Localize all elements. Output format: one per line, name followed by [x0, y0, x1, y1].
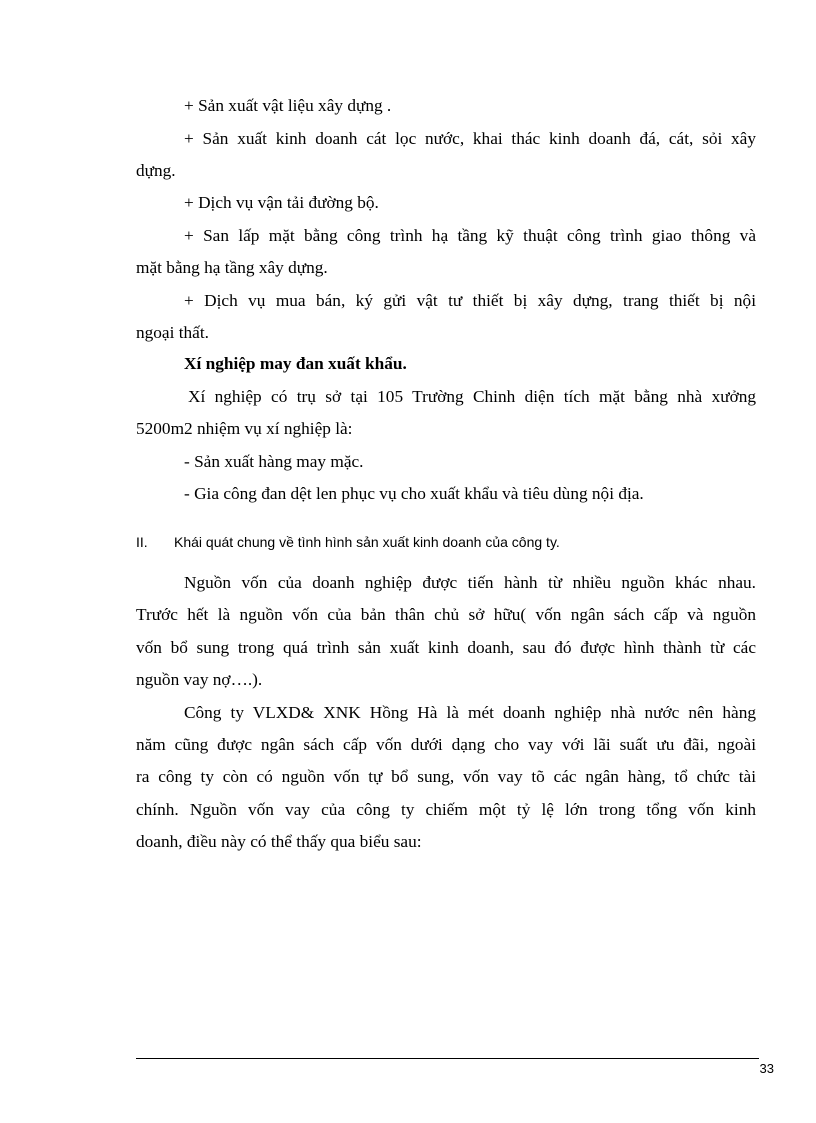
list-item: - Sản xuất hàng may mặc. [184, 452, 364, 471]
paragraph-line: Trước hết là nguồn vốn của bản thân chủ sở hữu( vốn ngân sách cấp và nguồn [136, 605, 756, 624]
bullet-item: + Sản xuất vật liệu xây dựng . [184, 96, 392, 115]
paragraph-line: vốn bổ sung trong quá trình sản xuất kinh doanh, sau đó được hình thành từ các [136, 638, 756, 657]
paragraph-line: Xí nghiệp có trụ sở tại 105 Trường Chinh diện tích mặt bằng nhà xưởng [188, 387, 756, 406]
paragraph-line: doanh, điều này có thể thấy qua biểu sau: [136, 832, 422, 851]
paragraph-line: nguồn vay nợ….). [136, 670, 263, 689]
list-item: - Gia công đan dệt len phục vụ cho xuất khẩu và tiêu dùng nội địa. [184, 484, 644, 503]
bullet-item: + Dịch vụ vận tải đường bộ. [184, 193, 379, 212]
bullet-item: + Dịch vụ mua bán, ký gửi vật tư thiết bị xây dựng, trang thiết bị nội [184, 291, 756, 310]
bullet-item-continuation: dựng. [136, 161, 176, 180]
page-number: 33 [759, 1061, 774, 1076]
section-title: Khái quát chung về tình hình sản xuất kinh doanh của công ty. [174, 534, 560, 550]
bullet-item-continuation: mặt bằng hạ tầng xây dựng. [136, 258, 328, 277]
paragraph-line: Nguồn vốn của doanh nghiệp được tiến hành từ nhiều nguồn khác nhau. [184, 573, 756, 592]
bullet-item: + San lấp mặt bằng công trình hạ tầng kỹ thuật công trình giao thông và [184, 226, 756, 245]
subsection-heading: Xí nghiệp may đan xuất khẩu. [184, 354, 407, 373]
bullet-item: + Sản xuất kinh doanh cát lọc nước, khai thác kinh doanh đá, cát, sỏi xây [184, 129, 756, 148]
paragraph-line: 5200m2 nhiệm vụ xí nghiệp là: [136, 419, 353, 438]
section-number: II. [136, 534, 148, 550]
paragraph-line: năm cũng được ngân sách cấp vốn dưới dạng cho vay với lãi suất ưu đãi, ngoài [136, 735, 756, 754]
footer-rule [136, 1058, 759, 1059]
paragraph-line: Công ty VLXD& XNK Hồng Hà là mét doanh nghiệp nhà nước nên hàng [184, 703, 756, 722]
bullet-item-continuation: ngoại thất. [136, 323, 209, 342]
paragraph-line: chính. Nguồn vốn vay của công ty chiếm một tỷ lệ lớn trong tổng vốn kinh [136, 800, 756, 819]
paragraph-line: ra công ty còn có nguồn vốn tự bổ sung, vốn vay tõ các ngân hàng, tổ chức tài [136, 767, 756, 786]
